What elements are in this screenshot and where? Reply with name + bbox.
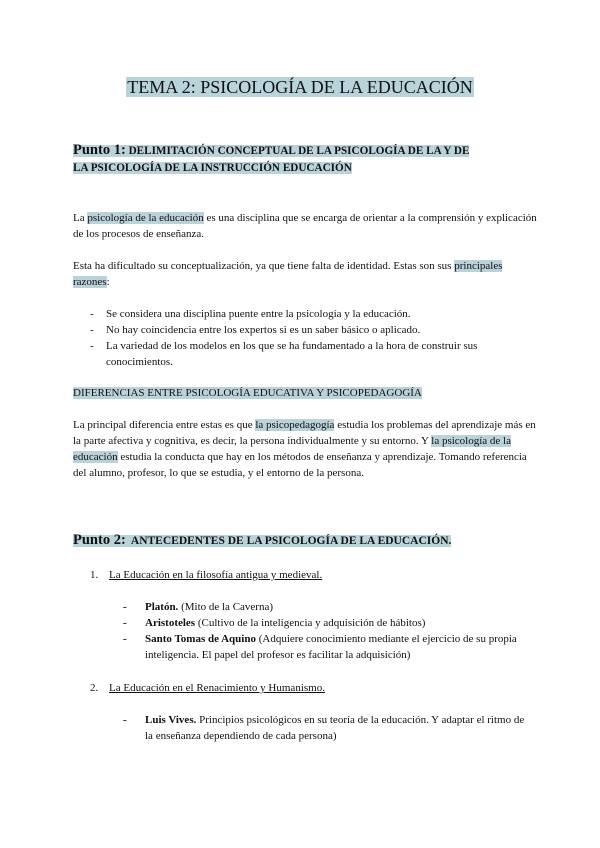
punto1-label: Punto 1:	[73, 142, 126, 158]
list-item: - Se considera una disciplina puente entre la psicología y la educación.	[90, 308, 411, 320]
list-item: - Santo Tomas de Aquino (Adquiere conocimiento mediante el ejercicio de su propia inteligencia. El papel del profesor es facilitar la adquisición)	[123, 633, 517, 661]
section1-list	[123, 599, 533, 663]
punto1-heading-line1: DELIMITACIÓN CONCEPTUAL DE LA PSICOLOGÍA DE LA Y DE	[128, 145, 470, 157]
section2-list	[123, 712, 533, 744]
section1-heading: 1. La Educación en la filosofía antigua y medieval.	[90, 569, 323, 581]
section2-heading: 2. La Educación en el Renacimiento y Humanismo.	[90, 682, 325, 694]
punto1-heading-line2: LA PSICOLOGÍA DE LA INSTRUCCIÓN EDUCACIÓN	[73, 162, 352, 174]
punto2-heading	[73, 531, 451, 550]
paragraph-definition: La psicología de la educación es una disciplina que se encarga de orientar a la comprensión y explicación de los procesos de enseñanza.	[73, 212, 537, 240]
punto1-heading	[73, 142, 533, 177]
highlight-psicopedagogia: la psicopedagogía	[255, 419, 335, 431]
list-item: - Platón. (Mito de la Caverna)	[123, 601, 273, 613]
punto2-label: Punto 2:	[73, 532, 126, 548]
paragraph-conceptualization: Esta ha dificultado su conceptualización, ya que tiene falta de identidad. Estas son sus principales razones:	[73, 260, 503, 288]
differences-subheading: DIFERENCIAS ENTRE PSICOLOGÍA EDUCATIVA Y PSICOPEDAGOGÍA	[73, 387, 422, 399]
document-title: TEMA 2: PSICOLOGÍA DE LA EDUCACIÓN	[127, 77, 473, 97]
reasons-list	[73, 306, 543, 370]
highlight-psicologia-educacion-2: la psicología de la educación	[73, 435, 511, 463]
list-item: - La variedad de los modelos en los que se ha fundamentado a la hora de construir sus conocimientos.	[90, 340, 478, 368]
list-item: - Luis Vives. Principios psicológicos en su teoría de la educación. Y adaptar el ritmo de la enseñanza dependiendo de cada persona)	[123, 714, 525, 742]
list-item: - Aristoteles (Cultivo de la inteligencia y adquisición de hábitos)	[123, 617, 426, 629]
punto2-heading-text: ANTECEDENTES DE LA PSICOLOGÍA DE LA EDUCACIÓN.	[130, 535, 452, 547]
paragraph-differences: La principal diferencia entre estas es que la psicopedagogía estudia los problemas del aprendizaje más en la parte afectiva y cognitiva, es decir, la persona individualmente y su entorno. Y la psicología de la educación estudia la conducta que hay en los métodos de enseñanza y aprendizaje. Tomando referencia del alumno, profesor, lo que se estudia, y el entorno de la persona.	[73, 419, 536, 479]
list-item: - No hay coincidencia entre los expertos si es un saber básico o aplicado.	[90, 324, 421, 336]
highlight-psicologia-educacion: psicología de la educación	[87, 212, 204, 224]
highlight-principales-razones: principales razones	[73, 260, 503, 288]
